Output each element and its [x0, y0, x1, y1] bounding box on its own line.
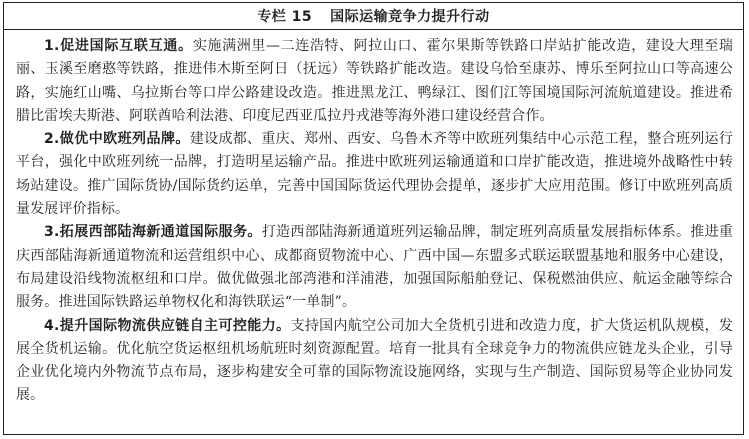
paragraph-body: 支持国内航空公司加大全货机引进和改造力度，扩大货运机队规模，发展全货机运输。优化航空货运枢纽机场航班时刻资源配置。培育一批具有全球竞争力的物流供应链龙头企业，引导企业优化境内外物流节点布局，逐步构建安全可靠的国际物流设施网络，实现与生产制造、国际贸易等企业协同发展。 [16, 317, 733, 404]
paragraph-china-europe-rail [16, 128, 733, 221]
feature-box [3, 2, 744, 435]
paragraph-heading: 2.做优中欧班列品牌。 [44, 131, 190, 148]
paragraph-body: 建设成都、重庆、郑州、西安、乌鲁木齐等中欧班列集结中心示范工程，整合班列运行平台，强化中欧班列统一品牌，打造明星运输产品。推进中欧班列运输通道和口岸扩能改造，推进境外战略性中转场站建设。推广国际货协/国际货约运单，完善中国国际货运代理协会提单，逐步扩大应用范围。修订中欧班列高质量发展评价指标。 [16, 131, 734, 218]
paragraph-heading: 4.提升国际物流供应链自主可控能力。 [44, 317, 291, 334]
paragraph-connectivity [16, 35, 733, 128]
column-title: 国际运输竞争力提升行动 [330, 9, 490, 25]
paragraph-heading: 1.促进国际互联互通。 [44, 38, 193, 54]
paragraph-heading: 3.拓展西部陆海新通道国际服务。 [44, 224, 262, 241]
paragraph-body: 实施满洲里—二连浩特、阿拉山口、霍尔果斯等铁路口岸站扩能改造，建设大理至瑞丽、玉溪至磨憨等铁路，推进伟木斯至阿日（抚远）等铁路扩能改造。建设乌恰至康苏、博乐至阿拉山口等高速公路，实施红山嘴、乌拉斯台等口岸公路建设改造。推进黑龙江、鸭绿江、图们江等国境国际河流航道建设。推进希腊比雷埃夫斯港、阿联酋哈利法港、印度尼西亚瓜拉丹戎港等海外港口建设经营合作。 [16, 38, 733, 124]
paragraph-supply-chain [16, 315, 733, 408]
box-content [4, 30, 743, 408]
column-number: 专栏 15 [257, 9, 313, 25]
paragraph-body: 打造西部陆海新通道班列运输品牌，制定班列高质量发展指标体系。推进重庆西部陆海新通道物流和运营组织中心、成都商贸物流中心、广西中国—东盟多式联运联盟基地和服务中心建设，布局建设沿线物流枢纽和口岸。做优做强北部湾港和洋浦港，加强国际船舶登记、保税燃油供应、航运金融等综合服务。推进国际铁路运单物权化和海铁联运“一单制”。 [16, 224, 734, 311]
box-header [4, 3, 743, 30]
box-heading [257, 6, 489, 26]
paragraph-land-sea-corridor [16, 221, 733, 314]
